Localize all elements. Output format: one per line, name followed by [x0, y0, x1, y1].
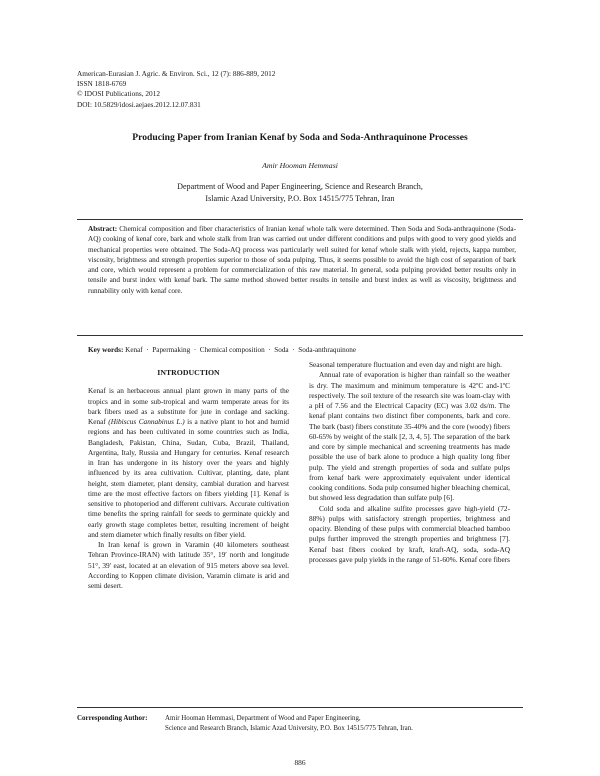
- affiliation-line-1: Department of Wood and Paper Engineering, Science and Research Branch,: [177, 182, 423, 191]
- paragraph-5: Cold soda and alkaline sulfite processes gave high-yield (72-88%) pulps with satisfactory strength properties, brightness and opacity. Blending of these pulps with commercial bleached bamboo pulps further improved the strength properties and brightness [7]. Kenaf bast fibers cooked by kraft, kraft-AQ, soda, soda-AQ processes gave pulp yields in the range of 51-60%. Kenaf core fibers: [309, 503, 510, 564]
- corresponding-author: [77, 713, 413, 735]
- copyright: © IDOSI Publications, 2012: [77, 89, 160, 99]
- paragraph-1-text-b: is a native plant to hot and humid regions and has been cultivated in some countries such as India, Bangladesh, Pakistan, China, Sudan, Cuba, Brazil, Thailand, Argentina, Italy, Russia and Hungary for centuries. Kenaf research in Iran has undergone in its history over the years and highly influenced by its area cultivation. Cultivar, planting, date, plant height, stem diameter, plant density, cambial duration and harvest time are the most effective factors on fibers yielding [1]. Kenaf is sensitive to photoperiod and different cultivars. Accurate cultivation time benefits the spring rainfall for seeds to germinate quickly and early growth stage completes better, resulting increment of height and stem diameter which finally results on fiber yield.: [88, 417, 290, 539]
- author-name: Amir Hooman Hemmasi: [262, 161, 338, 170]
- paragraph-4: Annual rate of evaporation is higher than rainfall so the weather is dry. The maximum and minimum temperature is 42ºC and-1ºC respectively. The soil texture of the research site was loam-clay with a pH of 7.56 and the Electrical Capacity (EC) was 3.02 ds/m. The kenaf plant contains two distinct fiber components, bark and core. The bark (bast) fibers constitute 35-40% and the core (woody) fibers 60-65% by weight of the stalk [2, 3, 4, 5]. The separation of the bark and core by simple mechanical and screening treatments has made possible the use of bark alone to produce a high quality long fiber pulp. The yield and strength properties of soda and sulfate pulps from kenaf bark were approximately equivalent under identical cooking conditions. Soda pulp consumed higher bleaching chemical, but showed less degradation than sulfate pulp [6].: [309, 370, 510, 503]
- paragraph-3: Seasonal temperature fluctuation and even day and night are high.: [309, 360, 502, 369]
- right-column: [309, 360, 510, 565]
- paper-title: Producing Paper from Iranian Kenaf by Soda and Soda-Anthraquinone Processes: [132, 132, 468, 143]
- abstract: [88, 224, 516, 296]
- abstract-label: Abstract:: [88, 225, 118, 233]
- keywords-text: Kenaf · Papermaking · Chemical composition · Soda · Soda-anthraquinone: [125, 346, 357, 354]
- corresponding-author-line-1: Amir Hooman Hemmasi, Department of Wood and Paper Engineering,: [165, 715, 361, 722]
- corresponding-author-line-2: Science and Research Branch, Islamic Azad University, P.O. Box 14515/775 Tehran, Iran.: [165, 725, 413, 733]
- left-column: [88, 368, 289, 591]
- corresponding-author-label: Corresponding Author:: [77, 714, 148, 722]
- keywords-label: Key words:: [88, 346, 124, 354]
- issn: ISSN 1818-6769: [77, 79, 127, 89]
- keywords: [88, 346, 516, 354]
- journal-header: [77, 69, 275, 110]
- section-heading-introduction: INTRODUCTION: [157, 368, 220, 377]
- paragraph-1-text-a: Kenaf is an herbaceous annual plant grown in many parts of the tropics and in some sub-tropical and warm temperate areas for its bark fibers used as a substitute for jute in cordage and sacking. Kenaf: [88, 386, 289, 426]
- paragraph-2: In Iran kenaf is grown in Varamin (40 kilometers southeast Tehran Province-IRAN) with latitude 35°, 19′ north and longitude 51°, 39′ east, located at an elevation of 915 meters above sea level. According to Koppen climate division, Varamin climate is arid and semi desert.: [88, 540, 289, 590]
- page-number: 886: [294, 758, 306, 767]
- doi: DOI: 10.5829/idosi.aejaes.2012.12.07.831: [77, 99, 201, 109]
- affiliation: [60, 181, 540, 204]
- affiliation-line-2: Islamic Azad University, P.O. Box 14515/775 Tehran, Iran: [205, 193, 395, 203]
- journal-citation: American-Eurasian J. Agric. & Environ. Sci., 12 (7): 886-889, 2012: [77, 69, 276, 78]
- species-name: (Hibiscus Cannabinus L.): [108, 417, 185, 426]
- abstract-text: Chemical composition and fiber characteristics of Iranian kenaf whole talk were determined. Then Soda and Soda-anthraquinone (Soda-AQ) cooking of kenaf core, bark and whole stalk from Iran was carried out under different conditions and pulps with good to very good yields and mechanical properties were obtained. The Soda-AQ process was particularly well suited for kenaf whole stalk with yield, rejects, kappa number, viscosity, brightness and strength properties superior to those of soda pulping. Thus, it seems possible to avoid the high cost of separation of bark and core, which would represent a problem for commercialization of this raw material. In general, soda pulping provided better results only in tensile and burst index with kenaf bark. The same method showed better results in tensile and burst index as well as viscosity, brightness and runnability only with kenaf core.: [88, 225, 516, 295]
- footnote-rule: [77, 707, 523, 708]
- paragraph-1: [88, 386, 289, 540]
